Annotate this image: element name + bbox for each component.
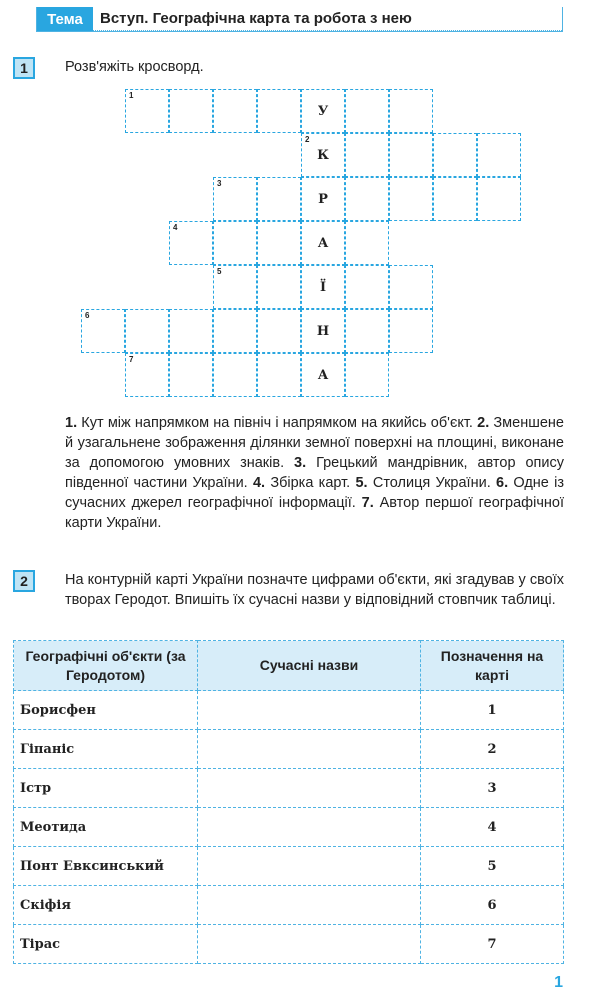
crossword-clue-number: 6 [85,311,90,320]
modern-name-cell[interactable] [198,886,421,925]
map-mark-cell: 3 [421,769,564,808]
crossword-key-letter: Р [318,191,328,207]
crossword-cell[interactable] [257,89,301,133]
clue-text: Столиця України. [367,475,496,491]
task-2-instruction: На контурній карті України позначте цифрами об'єкти, які згадував у своїх творах Геродот. Впишіть їх сучасні назви у відповідний стовпчик таблиці. [65,572,564,608]
crossword-cell[interactable] [213,89,257,133]
clue-text: Автор першої географічної карти України. [65,495,564,531]
clue-number: 1. [65,415,78,431]
crossword-cell[interactable] [169,309,213,353]
crossword-cell[interactable] [345,221,389,265]
clue-number: 4. [252,475,266,491]
crossword-cell[interactable] [389,133,433,177]
topic-header [36,7,563,32]
crossword-key-letter: Ї [319,279,327,295]
table-row [14,925,564,964]
object-name-cell: Істр [14,769,198,808]
crossword-cell[interactable] [169,221,213,265]
crossword-cell[interactable] [477,133,521,177]
crossword-key-letter: А [317,235,329,251]
crossword-cell[interactable] [389,265,433,309]
crossword-cell[interactable] [301,221,345,265]
table-row [14,730,564,769]
crossword-cell[interactable] [345,89,389,133]
clue-number: 6. [496,475,509,491]
crossword-cell[interactable] [345,309,389,353]
topic-tag: Тема [37,7,93,31]
clue-text: Грецький мандрівник, автор опису південної частини України. [65,455,564,491]
object-name-cell: Понт Евксинський [14,847,198,886]
crossword-cell[interactable] [345,177,389,221]
modern-name-cell[interactable] [198,847,421,886]
crossword-cell[interactable] [125,309,169,353]
crossword-cell[interactable] [389,177,433,221]
crossword-cell[interactable] [301,89,345,133]
header-objects: Географічні об'єкти (за Геродотом) [14,641,198,691]
header-modern: Сучасні назви [198,641,421,691]
object-name-cell: Борисфен [14,691,198,730]
page-number: 1 [554,974,563,991]
clue-number: 5. [355,475,368,491]
object-name-cell: Тірас [14,925,198,964]
crossword-cell[interactable] [213,265,257,309]
crossword-cell[interactable] [125,353,169,397]
crossword-clue-number: 5 [217,267,222,276]
crossword-cell[interactable] [389,309,433,353]
crossword-cell[interactable] [477,177,521,221]
crossword-cell[interactable] [301,265,345,309]
crossword-cell[interactable] [257,309,301,353]
header-mark: Позначення на карті [421,641,564,691]
map-mark-cell: 2 [421,730,564,769]
crossword-cell[interactable] [433,133,477,177]
crossword-cell[interactable] [301,309,345,353]
crossword-cell[interactable] [257,265,301,309]
crossword-cell[interactable] [257,353,301,397]
crossword-cell[interactable] [345,353,389,397]
crossword-cell[interactable] [213,353,257,397]
crossword-clue-number: 2 [305,135,310,144]
crossword-key-letter: А [317,367,329,383]
modern-name-cell[interactable] [198,730,421,769]
modern-name-cell[interactable] [198,769,421,808]
crossword-cell[interactable] [125,89,169,133]
crossword-clues [65,413,564,533]
crossword-clue-number: 3 [217,179,222,188]
crossword-cell[interactable] [301,177,345,221]
crossword-cell[interactable] [345,133,389,177]
table-row [14,886,564,925]
crossword-key-letter: Н [316,323,330,339]
crossword-cell[interactable] [257,221,301,265]
clue-number: 3. [294,455,307,471]
map-mark-cell: 7 [421,925,564,964]
map-mark-cell: 6 [421,886,564,925]
table-row [14,847,564,886]
object-name-cell: Гіпаніс [14,730,198,769]
crossword-cell[interactable] [389,89,433,133]
crossword-cell[interactable] [213,221,257,265]
table-header-row [14,641,564,691]
task-2-number: 2 [13,570,35,592]
crossword-clue-number: 4 [173,223,178,232]
crossword-cell[interactable] [301,353,345,397]
clue-number: 2. [477,415,490,431]
clue-number: 7. [361,495,374,511]
crossword-clue-number: 7 [129,355,134,364]
table-row [14,769,564,808]
crossword-clue-number: 1 [129,91,134,100]
crossword-cell[interactable] [433,177,477,221]
map-mark-cell: 4 [421,808,564,847]
object-name-cell: Скіфія [14,886,198,925]
modern-name-cell[interactable] [198,925,421,964]
topic-title: Вступ. Географічна карта та робота з нею [93,7,562,31]
crossword-key-letter: У [317,103,329,119]
crossword-cell[interactable] [213,309,257,353]
task-1-number: 1 [13,57,35,79]
crossword-cell[interactable] [169,89,213,133]
crossword-cell[interactable] [257,177,301,221]
crossword-cell[interactable] [213,177,257,221]
clue-text: Одне із сучасних джерел географічної інформації. [65,475,564,511]
clue-text: Зменшене й узагальнене зображення ділянки земної поверхні на площині, виконане за допомогою умовних знаків. [65,415,564,471]
task-1-instruction: Розв'яжіть кросворд. [65,59,204,75]
map-mark-cell: 1 [421,691,564,730]
object-name-cell: Меотида [14,808,198,847]
crossword-cell[interactable] [345,265,389,309]
crossword-cell[interactable] [169,353,213,397]
crossword-key-letter: К [317,147,329,163]
modern-name-cell[interactable] [198,691,421,730]
modern-name-cell[interactable] [198,808,421,847]
herodotus-table [13,640,564,964]
table-row [14,808,564,847]
clue-text: Збірка карт. [265,475,356,491]
map-mark-cell: 5 [421,847,564,886]
crossword-cell[interactable] [81,309,125,353]
crossword-cell[interactable] [301,133,345,177]
table-row [14,691,564,730]
clue-text: Кут між напрямком на північ і напрямком на якийсь об'єкт. [77,415,478,431]
